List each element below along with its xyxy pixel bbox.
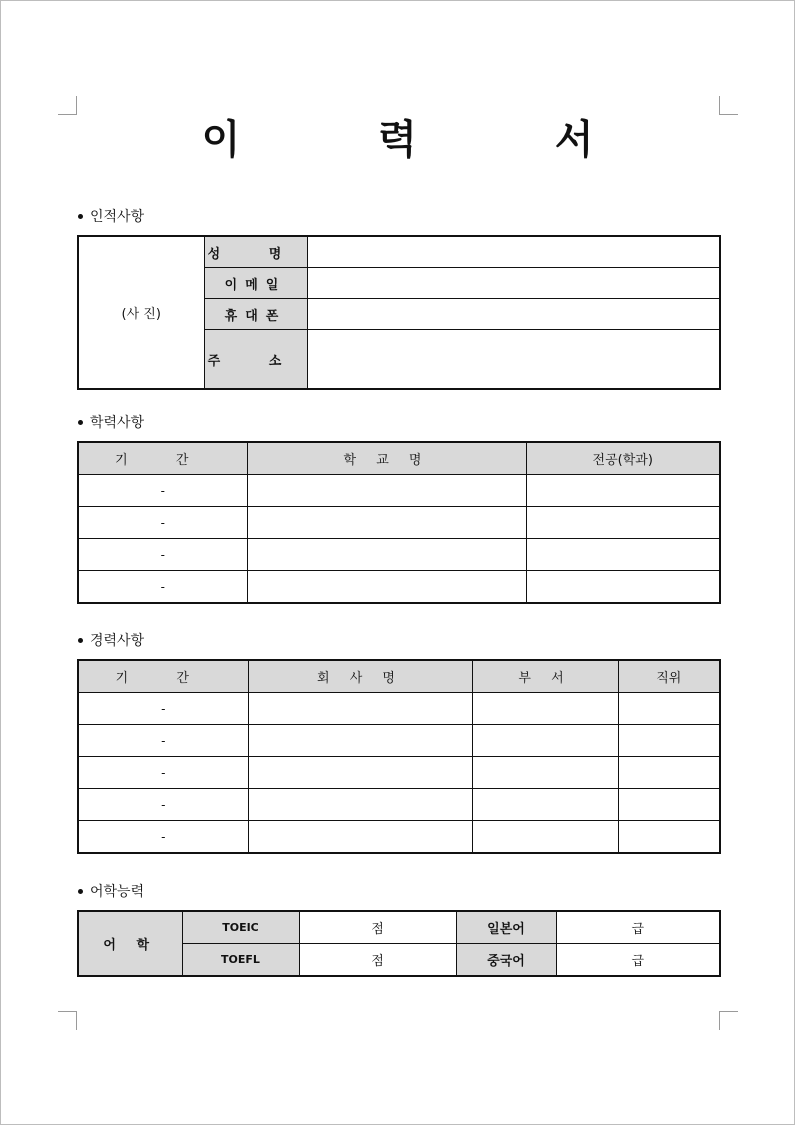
address-field[interactable] xyxy=(307,330,720,390)
education-table xyxy=(77,441,721,604)
table-row xyxy=(78,507,720,539)
section-label-text: 인적사항 xyxy=(90,209,145,225)
career-company-cell[interactable] xyxy=(248,789,472,821)
language-group-label: 어 학 xyxy=(78,911,182,976)
career-dept-cell[interactable] xyxy=(472,789,618,821)
table-row xyxy=(78,539,720,571)
career-period-cell[interactable]: - xyxy=(78,693,248,725)
career-position-cell[interactable] xyxy=(618,821,720,854)
grade-unit: 급 xyxy=(631,922,645,937)
email-field[interactable] xyxy=(307,268,720,299)
career-header-position: 직위 xyxy=(618,660,720,693)
edu-period-cell[interactable]: - xyxy=(78,475,247,507)
lang-label-japanese: 일본어 xyxy=(456,911,556,944)
test-label-toeic: TOEIC xyxy=(182,911,299,944)
lang-label-chinese: 중국어 xyxy=(456,944,556,977)
edu-major-cell[interactable] xyxy=(526,571,720,604)
career-period-cell[interactable]: - xyxy=(78,757,248,789)
chinese-grade-cell[interactable] xyxy=(556,944,720,977)
phone-field[interactable] xyxy=(307,299,720,330)
score-unit: 점 xyxy=(371,922,384,937)
section-label-text: 경력사항 xyxy=(90,633,145,649)
edu-major-cell[interactable] xyxy=(526,539,720,571)
personal-info-table xyxy=(77,235,721,390)
bullet-icon xyxy=(78,889,83,894)
table-row xyxy=(78,725,720,757)
bullet-icon xyxy=(78,214,83,219)
phone-label: 휴대폰 xyxy=(204,299,307,330)
bullet-icon xyxy=(78,420,83,425)
section-label-personal xyxy=(78,208,144,226)
score-unit: 점 xyxy=(371,954,384,969)
career-table xyxy=(77,659,721,854)
name-label: 성 명 xyxy=(204,236,307,268)
career-header-period: 기 간 xyxy=(78,660,248,693)
table-row xyxy=(78,693,720,725)
section-label-education xyxy=(78,414,144,432)
table-row xyxy=(78,475,720,507)
bullet-icon xyxy=(78,638,83,643)
career-dept-cell[interactable] xyxy=(472,725,618,757)
career-company-cell[interactable] xyxy=(248,821,472,854)
edu-period-cell[interactable]: - xyxy=(78,507,247,539)
crop-mark-bottom-left xyxy=(58,1011,77,1030)
photo-label: (사 진) xyxy=(121,307,161,322)
edu-header-major: 전공(학과) xyxy=(526,442,720,475)
career-header-company: 회 사 명 xyxy=(248,660,472,693)
table-row xyxy=(78,789,720,821)
crop-mark-bottom-right xyxy=(719,1011,738,1030)
address-label: 주 소 xyxy=(204,330,307,390)
career-position-cell[interactable] xyxy=(618,693,720,725)
japanese-grade-cell[interactable] xyxy=(556,911,720,944)
section-label-text: 학력사항 xyxy=(90,415,145,431)
career-position-cell[interactable] xyxy=(618,789,720,821)
edu-header-school: 학 교 명 xyxy=(247,442,526,475)
test-label-toefl: TOEFL xyxy=(182,944,299,977)
table-row xyxy=(78,821,720,854)
edu-school-cell[interactable] xyxy=(247,507,526,539)
career-dept-cell[interactable] xyxy=(472,757,618,789)
section-label-text: 어학능력 xyxy=(90,884,145,900)
email-label: 이메일 xyxy=(204,268,307,299)
table-row xyxy=(78,757,720,789)
career-period-cell[interactable]: - xyxy=(78,789,248,821)
section-label-language xyxy=(78,883,144,901)
section-label-career xyxy=(78,632,144,650)
toefl-score-cell[interactable] xyxy=(299,944,456,977)
edu-period-cell[interactable]: - xyxy=(78,571,247,604)
edu-major-cell[interactable] xyxy=(526,475,720,507)
career-company-cell[interactable] xyxy=(248,693,472,725)
edu-school-cell[interactable] xyxy=(247,475,526,507)
table-row xyxy=(78,571,720,604)
career-position-cell[interactable] xyxy=(618,757,720,789)
edu-period-cell[interactable]: - xyxy=(78,539,247,571)
career-position-cell[interactable] xyxy=(618,725,720,757)
language-table xyxy=(77,910,721,977)
page-title: 이 력 서 xyxy=(201,117,656,163)
career-header-dept: 부 서 xyxy=(472,660,618,693)
edu-school-cell[interactable] xyxy=(247,571,526,604)
edu-header-period: 기 간 xyxy=(78,442,247,475)
toeic-score-cell[interactable] xyxy=(299,911,456,944)
photo-box[interactable] xyxy=(78,236,204,389)
edu-major-cell[interactable] xyxy=(526,507,720,539)
career-company-cell[interactable] xyxy=(248,725,472,757)
edu-school-cell[interactable] xyxy=(247,539,526,571)
career-dept-cell[interactable] xyxy=(472,693,618,725)
career-period-cell[interactable]: - xyxy=(78,821,248,854)
grade-unit: 급 xyxy=(631,954,645,969)
career-company-cell[interactable] xyxy=(248,757,472,789)
career-period-cell[interactable]: - xyxy=(78,725,248,757)
name-field[interactable] xyxy=(307,236,720,268)
career-dept-cell[interactable] xyxy=(472,821,618,854)
